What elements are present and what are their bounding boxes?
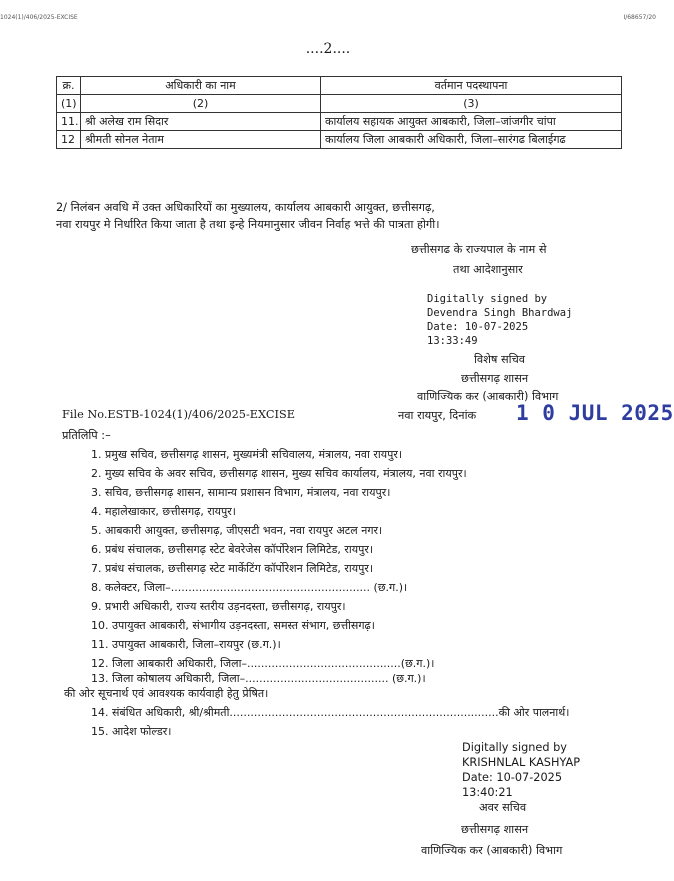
- posting-cell: कार्यालय जिला आबकारी अधिकारी, जिला–सारंगढ बिलाईगढ: [321, 131, 622, 149]
- signature-time: 13:33:49: [427, 335, 478, 347]
- index-cell: (1): [57, 95, 81, 113]
- signature-time: 13:40:21: [462, 786, 513, 799]
- date-stamp: 1 0 JUL 2025: [516, 401, 674, 425]
- copy-list-item: 8. कलेक्टर, जिला–......................................................... (छ.ग.)।: [91, 581, 408, 594]
- signer-government: छत्तीसगढ़ शासन: [461, 372, 529, 385]
- signer-name: Devendra Singh Bhardwaj: [427, 307, 573, 319]
- signature-date: Date: 10-07-2025: [427, 321, 529, 333]
- index-cell: (3): [321, 95, 622, 113]
- signer-designation: विशेष सचिव: [474, 353, 526, 366]
- table-index-row: [57, 95, 622, 113]
- table-row: [57, 131, 622, 149]
- signature-label: Digitally signed by: [427, 293, 548, 305]
- order-paragraph-line: नवा रायपुर मे निर्धारित किया जाता है तथा इन्हे नियमानुसार जीवन निर्वाह भत्ते की पात्रता होगी।: [56, 218, 440, 231]
- table-header-row: [57, 77, 622, 95]
- signer-department: वाणिज्यिक कर (आबकारी) विभाग: [417, 390, 559, 403]
- copy-list-item: 3. सचिव, छत्तीसगढ़ शासन, सामान्य प्रशासन विभाग, मंत्रालय, नवा रायपुर।: [91, 486, 391, 499]
- digital-signature-2: [462, 740, 580, 800]
- officer-name-cell: श्रीमती सोनल नेताम: [81, 131, 321, 149]
- copy-list-item: 11. उपायुक्त आबकारी, जिला–रायपुर (छ.ग.)।: [91, 638, 281, 651]
- copy-forward-note: की ओर सूचनार्थ एवं आवश्यक कार्यवाही हेतु प्रेषित।: [64, 687, 269, 700]
- governor-order-line: तथा आदेशानुसार: [453, 263, 523, 276]
- copy-list-item: 7. प्रबंध संचालक, छत्तीसगढ़ स्टेट मार्केटिंग कॉर्पोरेशन लिमिटेड, रायपुर।: [91, 562, 374, 575]
- signer-name: KRISHNLAL KASHYAP: [462, 756, 581, 769]
- signer-department: वाणिज्यिक कर (आबकारी) विभाग: [421, 844, 563, 857]
- copy-list-item: 12. जिला आबकारी अधिकारी, जिला–............................................(छ.ग.)।: [91, 657, 435, 670]
- officers-table: [56, 76, 622, 149]
- copy-list-item: 5. आबकारी आयुक्त, छत्तीसगढ़, जीएसटी भवन, नवा रायपुर अटल नगर।: [91, 524, 383, 537]
- page-number: ....2....: [305, 41, 351, 57]
- copy-list-item: 1. प्रमुख सचिव, छत्तीसगढ़ शासन, मुख्यमंत्री सचिवालय, मंत्रालय, नवा रायपुर।: [91, 448, 403, 461]
- posting-cell: कार्यालय सहायक आयुक्त आबकारी, जिला–जांजगीर चांपा: [321, 113, 622, 131]
- copy-list-item: 14. संबंधित अधिकारी, श्री/श्रीमती.............................................................................की ओर पालनार्थ।: [91, 706, 570, 719]
- col-header-posting: वर्तमान पदस्थापना: [321, 77, 622, 95]
- copy-list-item: 10. उपायुक्त आबकारी, संभागीय उड़नदस्ता, समस्त संभाग, छत्तीसगढ़।: [91, 619, 375, 632]
- col-header-serial: क्र.: [57, 77, 81, 95]
- copy-list-item: 9. प्रभारी अधिकारी, राज्य स्तरीय उड़नदस्ता, छत्तीसगढ़, रायपुर।: [91, 600, 346, 613]
- governor-order-line: छत्तीसगढ के राज्यपाल के नाम से: [411, 243, 547, 256]
- copy-list-item: 13. जिला कोषालय अधिकारी, जिला–......................................... (छ.ग.)।: [91, 672, 426, 685]
- serial-cell: 11.: [57, 113, 81, 131]
- order-paragraph-line: 2/ निलंबन अवधि में उक्त अधिकारियों का मुख्यालय, कार्यालय आबकारी आयुक्त, छत्तीसगढ़,: [56, 201, 435, 214]
- copy-list-item: 4. महालेखाकार, छत्तीसगढ़, रायपुर।: [91, 505, 236, 518]
- place-date-label: नवा रायपुर, दिनांक: [398, 409, 477, 422]
- officer-name-cell: श्री अलेख राम सिदार: [81, 113, 321, 131]
- copy-label: प्रतिलिपि :–: [62, 429, 111, 442]
- copy-list-item: 2. मुख्य सचिव के अवर सचिव, छत्तीसगढ़ शासन, मुख्य सचिव कार्यालय, मंत्रालय, नवा रायपुर।: [91, 467, 467, 480]
- signer-designation: अवर सचिव: [479, 801, 527, 814]
- signer-government: छत्तीसगढ़ शासन: [461, 823, 529, 836]
- serial-cell: 12: [57, 131, 81, 149]
- header-file-ref: 1024(1)/406/2025-EXCISE: [0, 14, 78, 21]
- signature-label: Digitally signed by: [462, 741, 567, 754]
- col-header-name: अधिकारी का नाम: [81, 77, 321, 95]
- file-number: File No.ESTB-1024(1)/406/2025-EXCISE: [62, 408, 295, 421]
- digital-signature-1: [427, 292, 572, 348]
- table-row: [57, 113, 622, 131]
- index-cell: (2): [81, 95, 321, 113]
- copy-list-item: 6. प्रबंध संचालक, छत्तीसगढ़ स्टेट बेवरेजेस कॉर्पोरेशन लिमिटेड, रायपुर।: [91, 543, 374, 556]
- header-doc-id: I/68657/20: [623, 14, 656, 21]
- signature-date: Date: 10-07-2025: [462, 771, 563, 784]
- copy-list-item: 15. आदेश फोल्डर।: [91, 725, 172, 738]
